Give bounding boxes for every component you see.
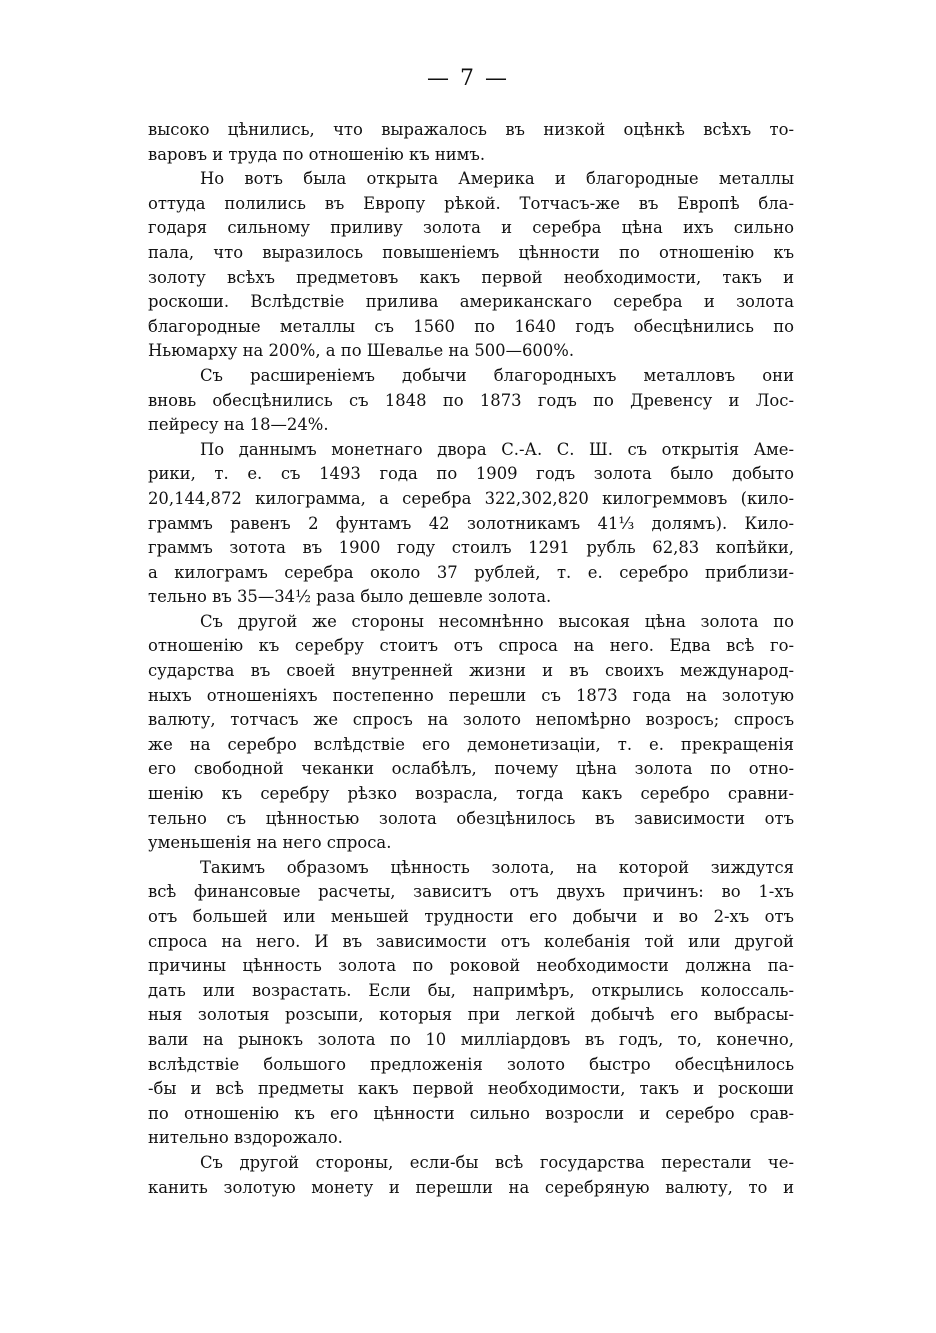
text-line: его свободной чеканки ослабѣлъ, почему цѣна золота по отно- (148, 759, 794, 779)
text-line: оттуда полились въ Европу рѣкой. Тотчасъ-же въ Европѣ бла- (148, 193, 794, 213)
paragraph (148, 118, 794, 167)
text-line: тельно съ цѣнностью золота обезцѣнилось въ зависимости отъ (148, 808, 794, 828)
text-line: граммъ зотота въ 1900 году стоилъ 1291 рубль 62,83 копѣйки, (148, 538, 794, 558)
text-line: вали на рынокъ золота по 10 милліардовъ въ годъ, то, конечно, (148, 1029, 794, 1049)
text-line: отношенію къ серебру стоитъ отъ спроса на него. Едва всѣ го- (148, 636, 794, 656)
text-line: же на серебро вслѣдствіе его демонетизаціи, т. е. прекращенія (148, 734, 794, 754)
text-line: Съ другой стороны, если-бы всѣ государства перестали че- (200, 1152, 794, 1172)
text-line: причины цѣнность золота по роковой необходимости должна па- (148, 956, 794, 976)
text-line: вслѣдствіе большого предложенія золото быстро обесцѣнилось (148, 1054, 794, 1074)
text-line: по отношенію къ его цѣнности сильно возросли и серебро срав- (148, 1103, 794, 1123)
body-text (148, 118, 794, 1200)
text-line: пала, что выразилось повышеніемъ цѣнности по отношенію къ (148, 242, 794, 262)
text-line: высоко цѣнились, что выражалось въ низкой оцѣнкѣ всѣхъ то- (148, 120, 794, 139)
text-line: -бы и всѣ предметы какъ первой необходимости, такъ и роскоши (148, 1079, 794, 1099)
text-line: Ньюмарху на 200%, а по Шевалье на 500—600%. (148, 341, 575, 361)
paragraph (148, 1151, 794, 1200)
text-line: валюту, тотчасъ же спросъ на золото непомѣрно возросъ; спросъ (148, 710, 794, 730)
paragraph (148, 364, 794, 438)
page-number: — 7 — (427, 66, 509, 91)
text-line: ныя золотыя розсыпи, которыя при легкой добычѣ его выбрасы- (148, 1005, 794, 1025)
text-line: Съ расширеніемъ добычи благородныхъ металловъ они (200, 365, 794, 385)
paragraph (148, 438, 794, 610)
paragraph (148, 610, 794, 856)
text-line: граммъ равенъ 2 фунтамъ 42 золотникамъ 41⅓ долямъ). Кило- (148, 513, 794, 533)
text-line: годаря сильному приливу золота и серебра цѣна ихъ сильно (148, 218, 794, 238)
text-line: всѣ финансовые расчеты, зависитъ отъ двухъ причинъ: во 1-хъ (148, 882, 794, 902)
text-line: По даннымъ монетнаго двора С.-А. С. Ш. съ открытія Аме- (200, 439, 794, 459)
text-line: а килограмъ серебра около 37 рублей, т. е. серебро приблизи- (148, 562, 794, 582)
text-line: варовъ и труда по отношенію къ нимъ. (148, 144, 486, 164)
text-line: шенію къ серебру рѣзко возрасла, тогда какъ серебро сравни- (148, 784, 794, 804)
text-line: рики, т. е. съ 1493 года по 1909 годъ золота было добыто (148, 464, 794, 484)
text-line: роскоши. Вслѣдствіе прилива американскаго серебра и золота (148, 292, 794, 312)
paragraph (148, 856, 794, 1151)
text-line: Но вотъ была открыта Америка и благородные металлы (200, 169, 794, 189)
text-line: 20,144,872 килограмма, а серебра 322,302,820 килогреммовъ (кило- (148, 488, 794, 508)
text-line: канить золотую монету и перешли на серебряную валюту, то и (148, 1177, 794, 1197)
text-line: пейресу на 18—24%. (148, 415, 329, 435)
text-line: уменьшенія на него спроса. (148, 833, 392, 853)
text-line: отъ большей или меньшей трудности его добычи и во 2-хъ отъ (148, 907, 794, 926)
paragraph (148, 167, 794, 364)
text-line: Такимъ образомъ цѣнность золота, на которой зиждутся (200, 857, 794, 877)
text-line: спроса на него. И въ зависимости отъ колебанія той или другой (148, 931, 794, 951)
text-line: золоту всѣхъ предметовъ какъ первой необходимости, такъ и (148, 267, 794, 287)
text-line: нительно вздорожало. (148, 1128, 343, 1148)
text-line: сударства въ своей внутренней жизни и въ своихъ международ- (148, 661, 794, 681)
text-line: ныхъ отношеніяхъ постепенно перешли съ 1873 года на золотую (148, 685, 794, 705)
text-line: дать или возрастать. Если бы, напримѣръ, открылись колоссаль- (148, 980, 794, 1000)
text-line: Съ другой же стороны несомнѣнно высокая цѣна золота по (200, 611, 794, 631)
text-line: благородные металлы съ 1560 по 1640 годъ обесцѣнились по (148, 316, 794, 336)
text-line: вновь обесцѣнились съ 1848 по 1873 годъ по Древенсу и Лос- (148, 390, 794, 410)
text-line: тельно въ 35—34½ раза было дешевле золота. (148, 587, 552, 607)
